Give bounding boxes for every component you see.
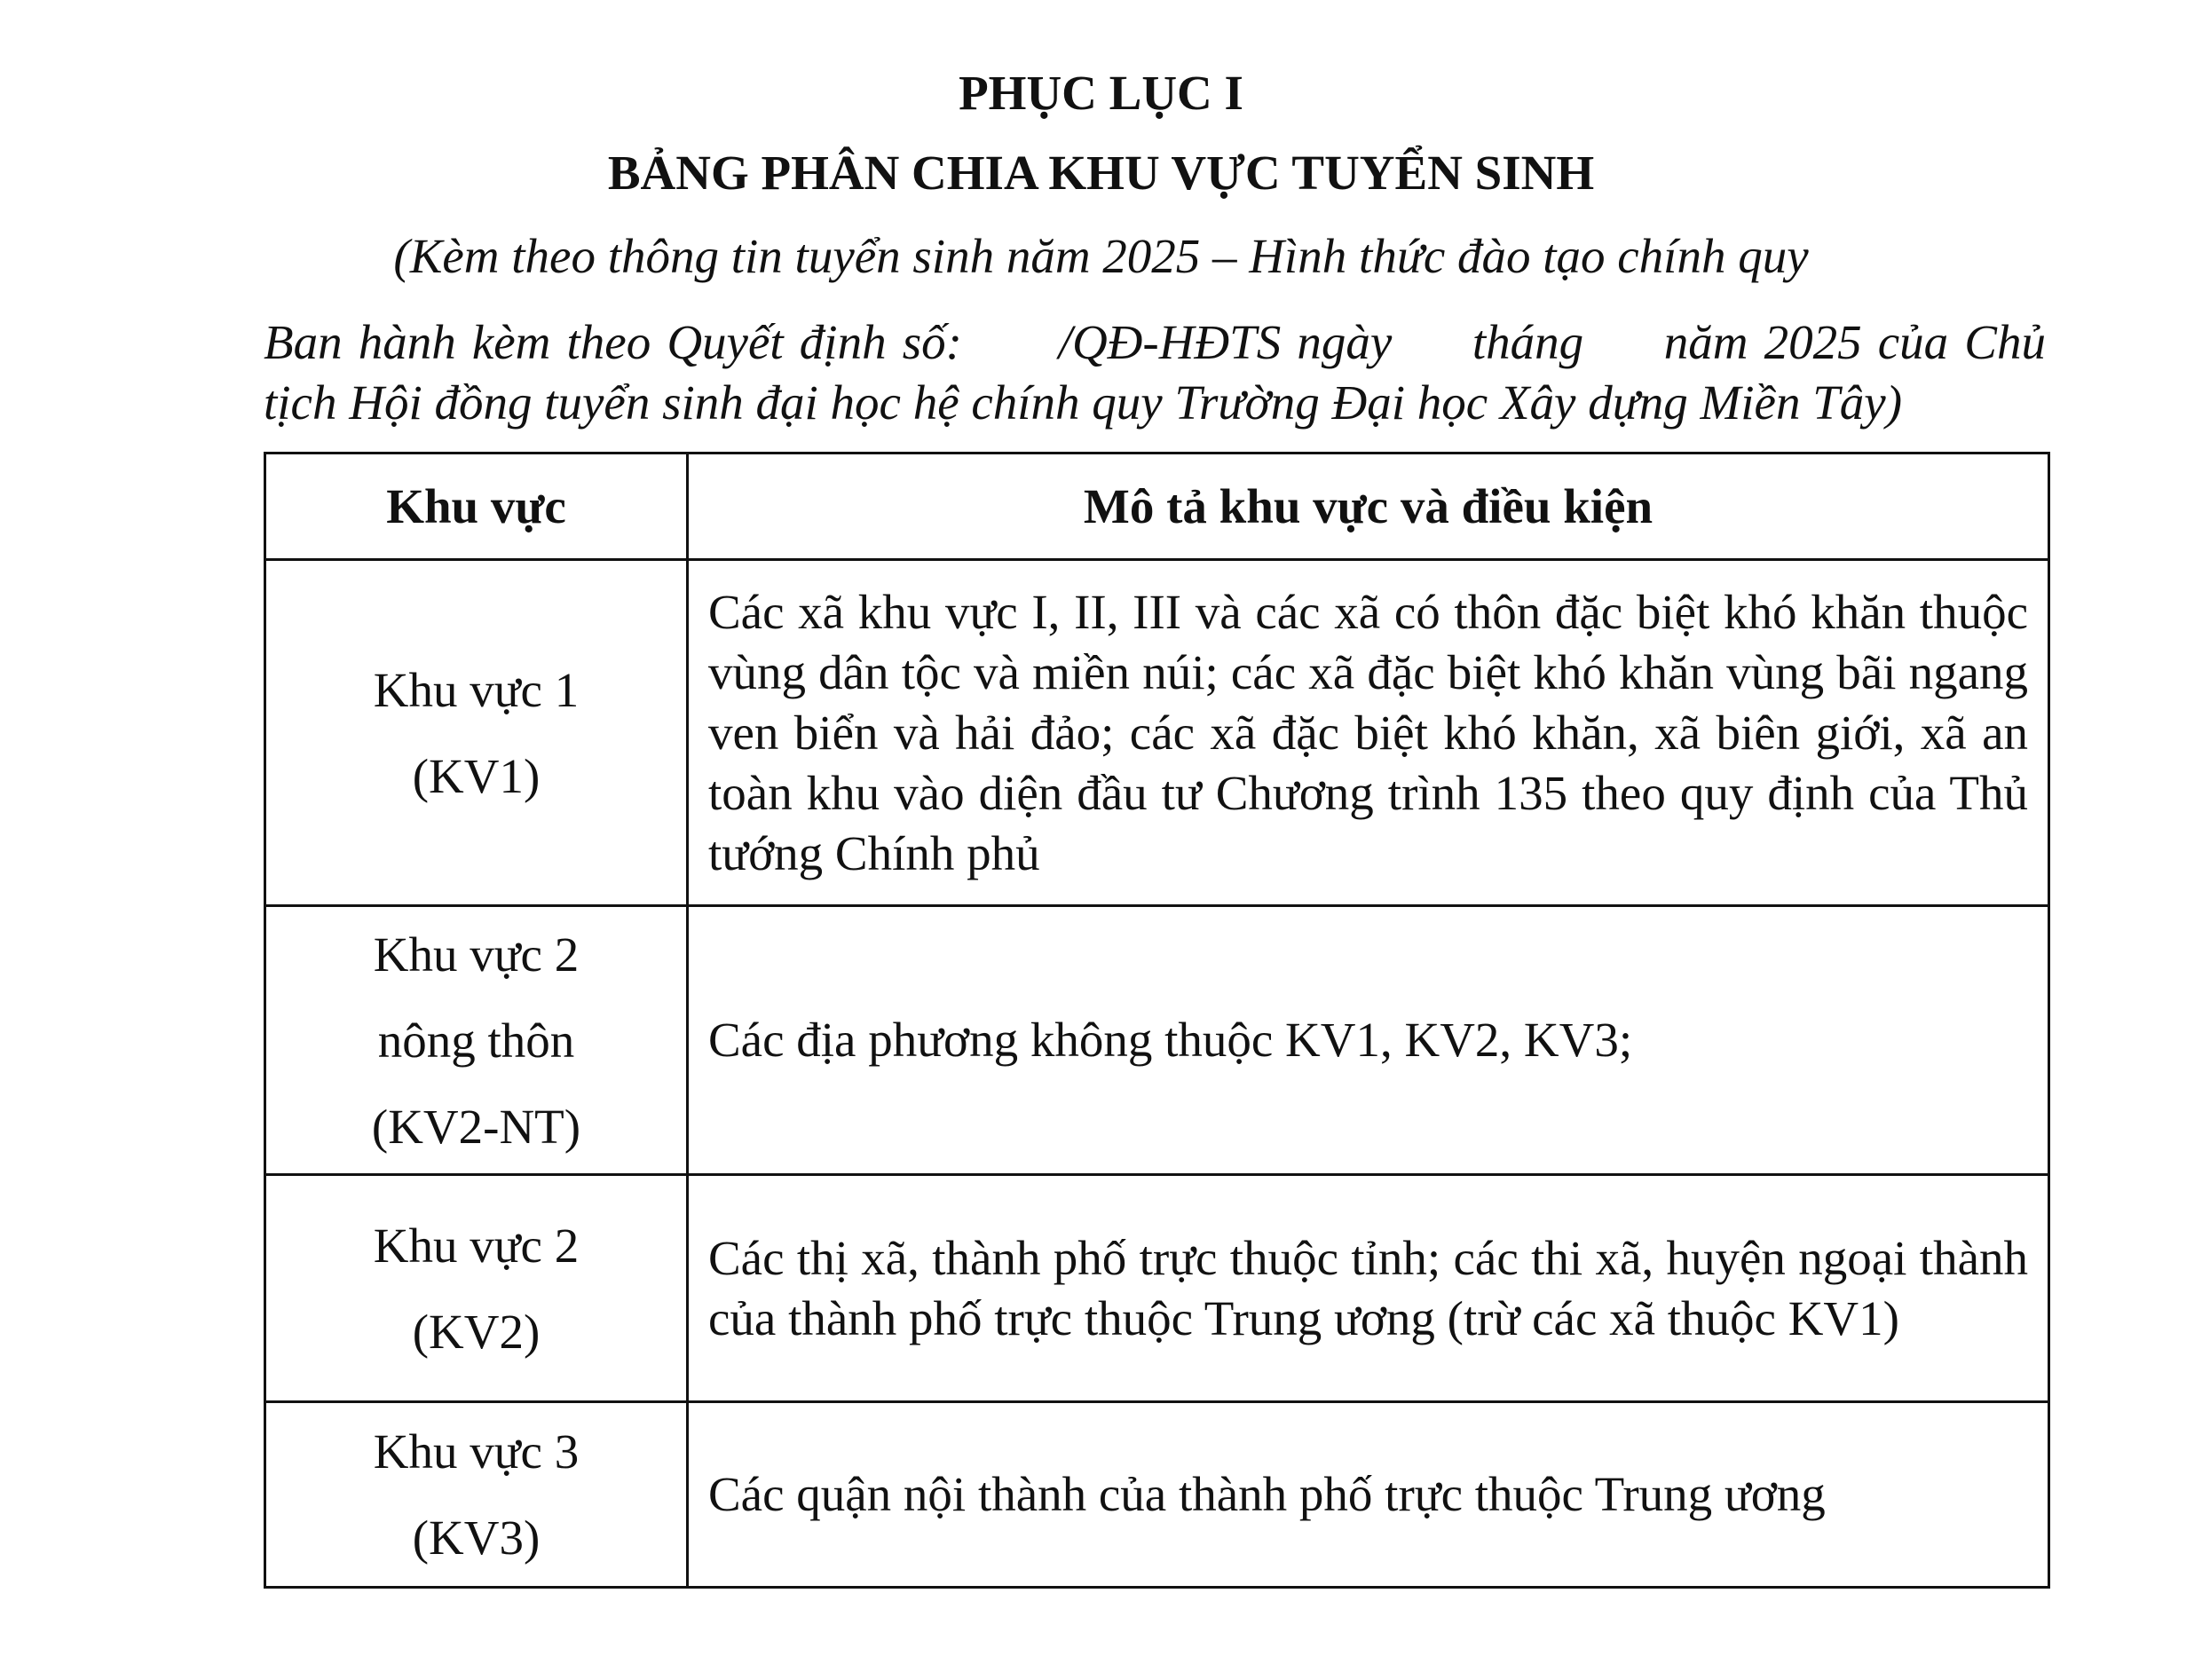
zone-cell (265, 1175, 688, 1402)
zone-cell (265, 560, 688, 906)
zone-description: Các quận nội thành của thành phố trực thuộc Trung ương (688, 1402, 2049, 1588)
appendix-title: PHỤC LỤC I (959, 66, 1243, 120)
zone-code: (KV2) (412, 1304, 541, 1359)
zone-qualifier: nông thôn (377, 1013, 575, 1068)
table-title: BẢNG PHÂN CHIA KHU VỰC TUYỂN SINH (607, 146, 1595, 200)
issuance-line-2: tịch Hội đồng tuyển sinh đại học hệ chính quy Trường Đại học Xây dựng Miền Tây) (264, 375, 1903, 430)
column-header-description: Mô tả khu vực và điều kiện (688, 454, 2049, 560)
zone-name: Khu vực 2 (373, 927, 580, 982)
zone-code: (KV2-NT) (371, 1099, 581, 1154)
zone-description: Các địa phương không thuộc KV1, KV2, KV3; (688, 906, 2049, 1175)
column-header-zone: Khu vực (265, 454, 688, 560)
zone-code: (KV3) (412, 1510, 541, 1565)
issuance-note (264, 312, 2046, 433)
zone-name: Khu vực 2 (373, 1218, 580, 1273)
table-row (265, 1402, 2049, 1588)
zone-cell (265, 906, 688, 1175)
table-row (265, 1175, 2049, 1402)
zone-description: Các xã khu vực I, II, III và các xã có thôn đặc biệt khó khăn thuộc vùng dân tộc và miền núi; các xã đặc biệt khó khăn vùng bãi ngang ven biển và hải đảo; các xã đặc biệt khó khăn, xã biên giới, xã an toàn khu vào diện đầu tư Chương trình 135 theo quy định của Thủ tướng Chính phủ (688, 560, 2049, 906)
zone-name: Khu vực 3 (373, 1424, 580, 1479)
zone-code: (KV1) (412, 748, 541, 803)
zone-name: Khu vực 1 (373, 662, 580, 717)
zone-cell (265, 1402, 688, 1588)
table-header-row (265, 454, 2049, 560)
zone-description: Các thị xã, thành phố trực thuộc tỉnh; các thi xã, huyện ngoại thành của thành phố trực thuộc Trung ương (trừ các xã thuộc KV1) (688, 1175, 2049, 1402)
table-row (265, 906, 2049, 1175)
attachment-note: (Kèm theo thông tin tuyển sinh năm 2025 – Hình thức đào tạo chính quy (393, 229, 1809, 283)
admission-zone-table (264, 452, 2050, 1589)
issuance-line-1: Ban hành kèm theo Quyết định số: /QĐ-HĐTS ngày tháng năm 2025 của Chủ (264, 315, 2046, 369)
table-row (265, 560, 2049, 906)
